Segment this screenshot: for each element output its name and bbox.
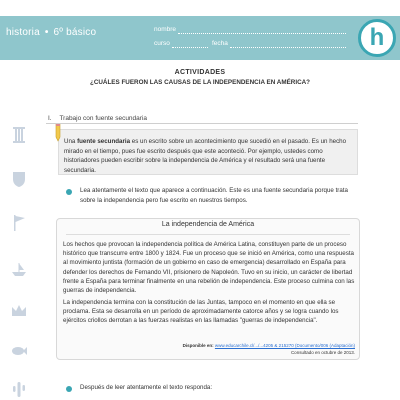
reading-paragraph-1: Los hechos que provocan la independencia política de América Latina, constituyen parte de un proceso histórico que transcurre entre 1800 y 1824. Fue un proceso que se inició en América, como una respuesta al movimiento juntista (formación de un gobierno en caso de emergencia) desarrollado en España para defender los derechos de Fernando VII, prisionero de Napoleón. Tuvo en su inicio, un carácter de libertad frente a España para terminar finalmente en una rebelión de independencia. Este proceso culmina con las guerras de independencia.: [63, 241, 355, 295]
instruction-read: Lea atentamente el texto que aparece a continuación. Este es una fuente secundaria porque trata sobre la independencia pero fue escrito en nuestros tiempos.: [80, 187, 348, 204]
subject-name: historia: [6, 27, 40, 38]
definition-text: [64, 137, 356, 175]
shield-icon: [10, 170, 28, 188]
definition-body: es un escrito sobre un acontecimiento que sucedió en el pasado. Es un hecho mirado en el tiempo, pues fue escrito después que este aconteció. Por ejemplo, ustedes como historiadores pueden escribir sobre la independencia de América y el resultado será una fuente secundaria.: [64, 138, 347, 174]
section-divider: [46, 123, 358, 124]
ship-icon: [10, 260, 28, 278]
date-label: fecha: [212, 40, 228, 47]
definition-term: fuente secundaria: [77, 138, 131, 145]
source-consulted: Consultado en octubre de 2013.: [290, 350, 355, 355]
definition-lead: Una: [64, 138, 78, 145]
section-heading: [48, 115, 147, 122]
crown-icon: [10, 302, 28, 320]
reading-title-divider: [66, 234, 350, 235]
cactus-icon: [10, 380, 28, 398]
logo-letter: h: [369, 24, 385, 51]
grade-label: 6º básico: [53, 27, 97, 38]
source-prefix: Disponible en:: [182, 343, 215, 348]
pillar-icon: [10, 126, 28, 144]
section-label: Trabajo con fuente secundaria: [59, 115, 148, 122]
bullet-icon: [66, 386, 72, 392]
course-field[interactable]: [172, 47, 208, 48]
pencil-icon: [52, 124, 64, 142]
reading-paragraph-2: La independencia termina con la constitución de las Juntas, tampoco en el momento en que ella se proclama. Esta se desarrolla en un período de aproximadamente catorce años y se logra cuando los ejércitos criollos derrotan a las fuerzas realistas en las llamadas "guerras de independencia".: [63, 299, 339, 325]
page-subtitle: ¿CUÁLES FUERON LAS CAUSAS DE LA INDEPENDENCIA EN AMÉRICA?: [89, 79, 311, 86]
fish-icon: [10, 342, 28, 360]
flag-icon: [10, 214, 28, 232]
subject-logo: [358, 19, 396, 57]
header-banner: [0, 16, 400, 60]
reading-source: [63, 342, 355, 356]
section-number: I.: [48, 115, 52, 122]
bullet-icon: [66, 189, 72, 195]
course-label: curso: [154, 40, 170, 47]
name-field[interactable]: [178, 33, 346, 34]
page-title: ACTIVIDADES: [174, 69, 226, 76]
instruction-answer: Después de leer atentamente el texto responda:: [80, 384, 213, 391]
reading-title: La independencia de América: [161, 221, 255, 228]
subject-separator: •: [44, 27, 49, 38]
source-link[interactable]: www.educarchile.cl/.../...4205 & 215270 (Documento/006 (Adaptación): [214, 343, 355, 348]
sidebar-decoration: [0, 70, 38, 400]
subject-label: [6, 27, 96, 38]
date-field[interactable]: [230, 47, 346, 48]
name-label: nombre: [154, 26, 177, 33]
